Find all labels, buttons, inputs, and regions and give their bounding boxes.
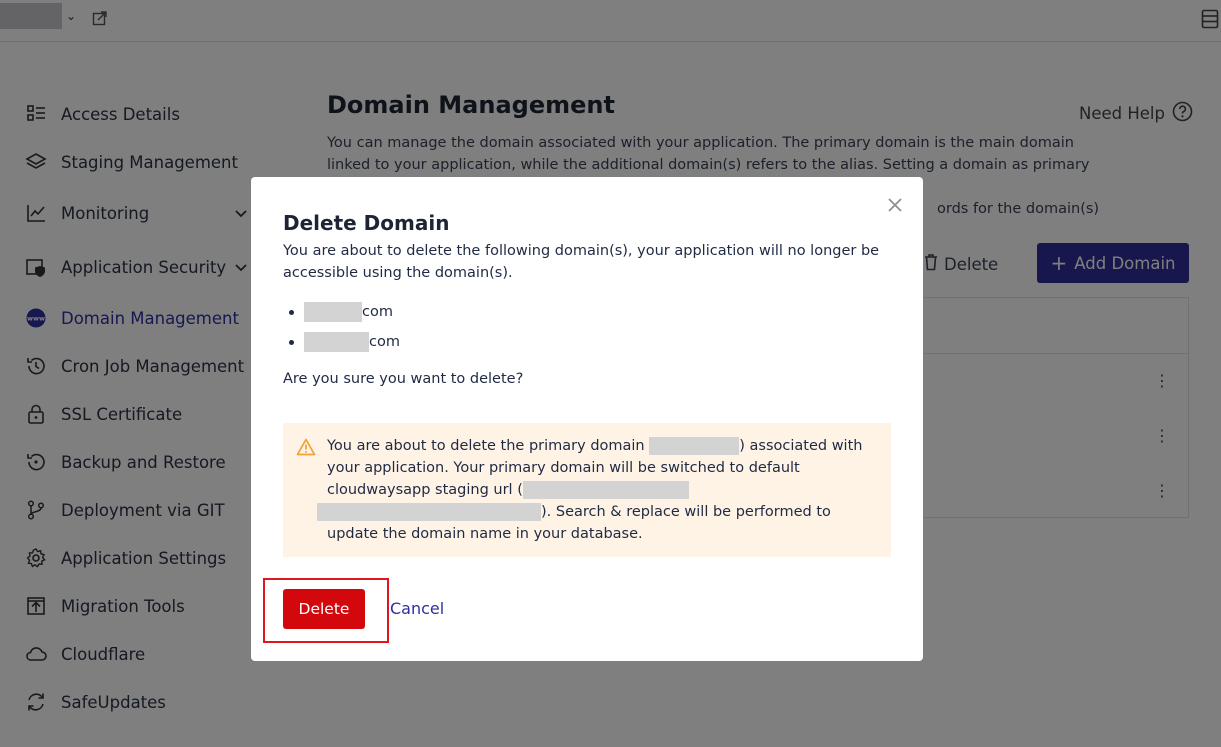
- bullet: [289, 310, 294, 315]
- domain-suffix: com: [369, 334, 400, 350]
- confirm-question: Are you sure you want to delete?: [283, 371, 524, 387]
- warning-text-part1: You are about to delete the primary domain: [327, 438, 645, 454]
- redacted-url: [523, 481, 689, 499]
- confirm-delete-button[interactable]: Delete: [283, 589, 365, 629]
- domain-list-item: [289, 302, 393, 322]
- dialog-title: Delete Domain: [283, 211, 450, 235]
- warning-text-part2: ) associated with your application. Your primary domain will be switched to default cloudwaysapp staging url (: [327, 438, 863, 498]
- warning-box: [283, 423, 891, 557]
- dialog-message: You are about to delete the following domain(s), your application will no longer be accessible using the domain(s).: [283, 243, 880, 281]
- close-icon[interactable]: [885, 195, 905, 215]
- warning-text-part3: ). Search & replace will be performed to update the domain name in your database.: [327, 504, 831, 542]
- bullet: [289, 340, 294, 345]
- delete-button-highlight: [263, 578, 389, 643]
- warning-triangle-icon: [296, 438, 316, 460]
- redacted-domain: [304, 302, 362, 322]
- cancel-link[interactable]: Cancel: [390, 599, 445, 618]
- domain-list-item: [289, 332, 400, 352]
- redacted-domain: [304, 332, 369, 352]
- domain-suffix: com: [362, 304, 393, 320]
- warning-text: [327, 435, 877, 545]
- redacted-url: [317, 503, 541, 521]
- redacted-domain: [649, 437, 739, 455]
